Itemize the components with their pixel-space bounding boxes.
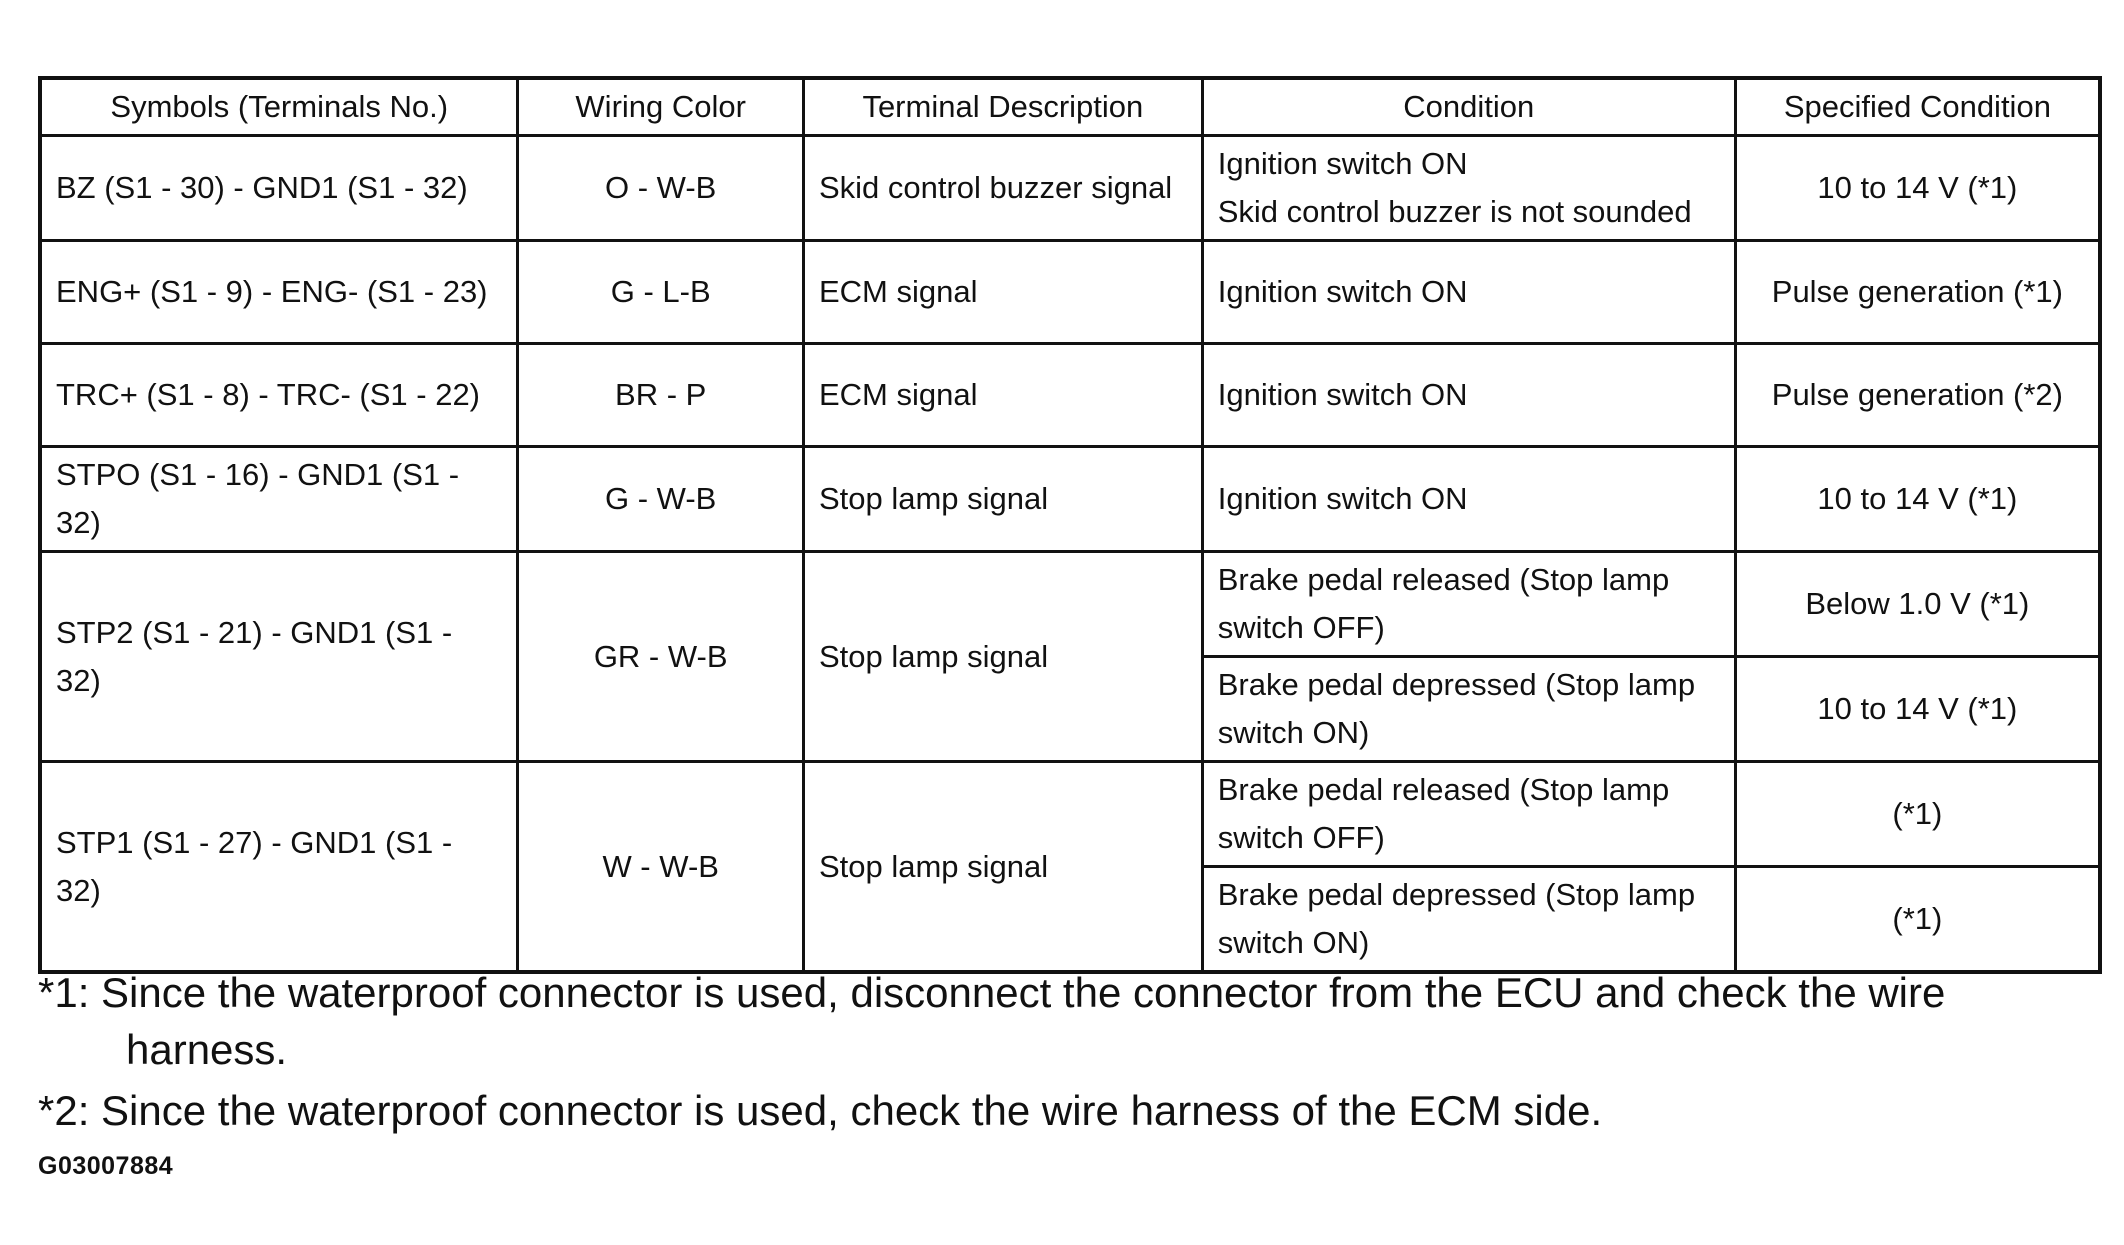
table-row <box>40 136 2100 241</box>
footnotes <box>38 964 2108 1143</box>
header-specified-condition: Specified Condition <box>1735 78 2100 136</box>
cell-condition: Ignition switch ON <box>1202 344 1735 447</box>
cell-symbol: STPO (S1 - 16) - GND1 (S1 - 32) <box>40 447 518 552</box>
cell-terminal-description: ECM signal <box>803 241 1202 344</box>
table-body <box>40 136 2100 973</box>
header-row <box>40 78 2100 136</box>
cell-terminal-description: Stop lamp signal <box>803 552 1202 762</box>
footnote-2: *2: Since the waterproof connector is used, check the wire harness of the ECM side. <box>38 1087 1603 1134</box>
cell-specified-condition: (*1) <box>1735 762 2100 867</box>
cell-wiring-color: BR - P <box>518 344 804 447</box>
header-symbols: Symbols (Terminals No.) <box>40 78 518 136</box>
cell-symbol: STP2 (S1 - 21) - GND1 (S1 - 32) <box>40 552 518 762</box>
header-terminal-description: Terminal Description <box>803 78 1202 136</box>
cell-condition: Ignition switch ON <box>1202 241 1735 344</box>
cell-condition: Ignition switch ON Skid control buzzer is not sounded <box>1202 136 1735 241</box>
cell-specified-condition: 10 to 14 V (*1) <box>1735 447 2100 552</box>
table-row <box>40 344 2100 447</box>
cell-terminal-description: ECM signal <box>803 344 1202 447</box>
cell-specified-condition: Pulse generation (*2) <box>1735 344 2100 447</box>
cell-condition: Ignition switch ON <box>1202 447 1735 552</box>
cell-symbol: ENG+ (S1 - 9) - ENG- (S1 - 23) <box>40 241 518 344</box>
cell-wiring-color: GR - W-B <box>518 552 804 762</box>
cell-symbol: STP1 (S1 - 27) - GND1 (S1 - 32) <box>40 762 518 973</box>
cell-terminal-description: Skid control buzzer signal <box>803 136 1202 241</box>
cell-condition: Brake pedal depressed (Stop lamp switch ON) <box>1202 867 1735 973</box>
table-row <box>40 762 2100 867</box>
cell-wiring-color: W - W-B <box>518 762 804 973</box>
cell-condition: Brake pedal released (Stop lamp switch OFF) <box>1202 552 1735 657</box>
cell-wiring-color: O - W-B <box>518 136 804 241</box>
cell-condition: Brake pedal released (Stop lamp switch OFF) <box>1202 762 1735 867</box>
cell-wiring-color: G - W-B <box>518 447 804 552</box>
cell-terminal-description: Stop lamp signal <box>803 447 1202 552</box>
header-condition: Condition <box>1202 78 1735 136</box>
cell-symbol: BZ (S1 - 30) - GND1 (S1 - 32) <box>40 136 518 241</box>
cell-specified-condition: Pulse generation (*1) <box>1735 241 2100 344</box>
cell-specified-condition: 10 to 14 V (*1) <box>1735 136 2100 241</box>
terminal-spec-table <box>38 76 2102 974</box>
cell-specified-condition: 10 to 14 V (*1) <box>1735 657 2100 762</box>
cell-specified-condition: Below 1.0 V (*1) <box>1735 552 2100 657</box>
cell-wiring-color: G - L-B <box>518 241 804 344</box>
cell-specified-condition: (*1) <box>1735 867 2100 973</box>
table-row <box>40 241 2100 344</box>
table-row <box>40 552 2100 657</box>
figure-id: G03007884 <box>38 1152 174 1180</box>
table-row <box>40 447 2100 552</box>
cell-condition: Brake pedal depressed (Stop lamp switch ON) <box>1202 657 1735 762</box>
cell-terminal-description: Stop lamp signal <box>803 762 1202 973</box>
header-wiring-color: Wiring Color <box>518 78 804 136</box>
cell-symbol: TRC+ (S1 - 8) - TRC- (S1 - 22) <box>40 344 518 447</box>
footnote-1: *1: Since the waterproof connector is used, disconnect the connector from the ECU and check the wire harness. <box>38 969 1946 1073</box>
table-header <box>40 78 2100 136</box>
